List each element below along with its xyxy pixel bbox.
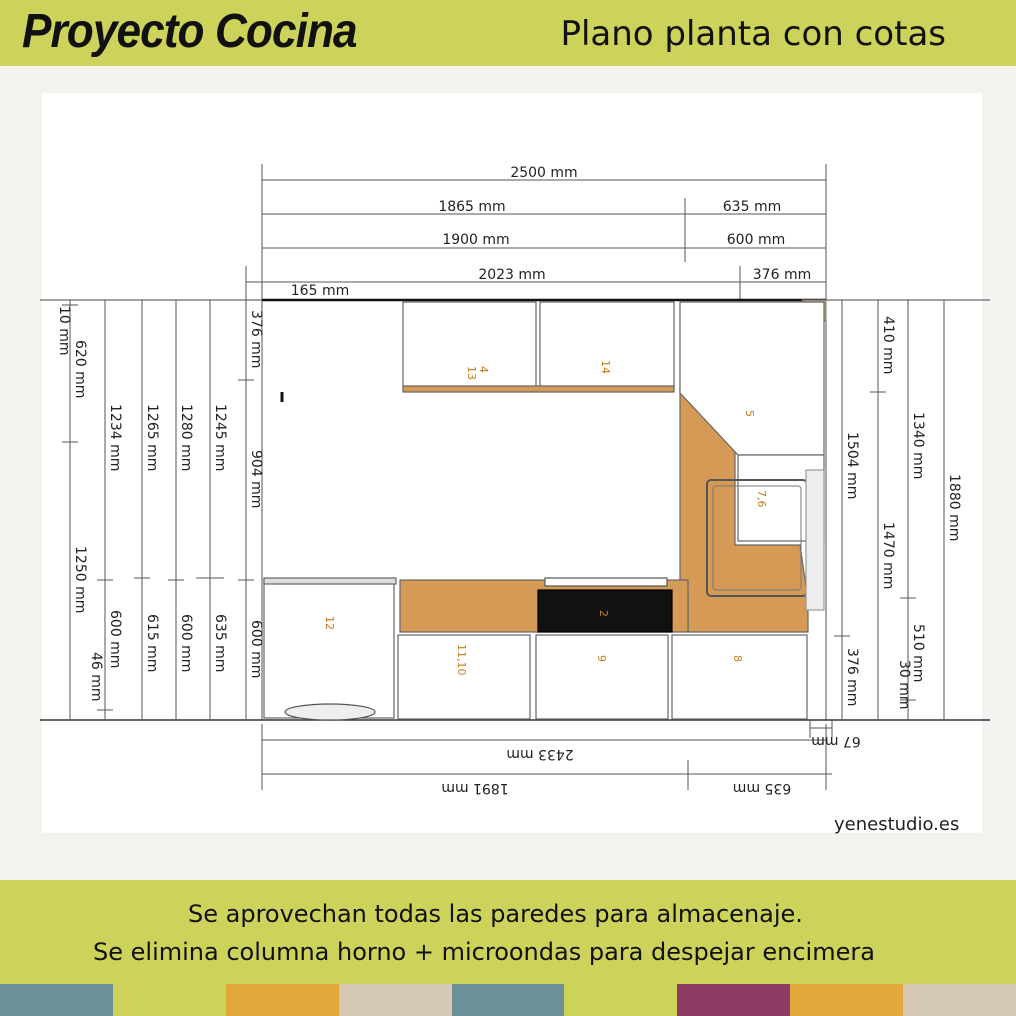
dim-upper-left: 1865 mm — [438, 199, 506, 215]
swatch — [0, 984, 113, 1016]
dim-right-t1: 1340 mm — [910, 412, 926, 480]
dim-left-f3: 600 mm — [248, 620, 264, 679]
caption-line-2: Se elimina columna horno + microondas para despejar encimera — [93, 938, 875, 966]
dim-upper-right: 635 mm — [722, 199, 782, 215]
dim-lower-right: 376 mm — [752, 267, 812, 283]
dim-bottom-left: 1891 mm — [441, 780, 509, 796]
page-title: Proyecto Cocina — [22, 5, 357, 58]
module-7-6: 7,6 — [755, 490, 768, 508]
swatch — [452, 984, 565, 1016]
credit-text: yenestudio.es — [834, 814, 960, 835]
footer-band — [0, 880, 1016, 984]
dim-lower-main: 2023 mm — [478, 267, 546, 283]
dim-mid-right: 600 mm — [726, 232, 786, 248]
swatch — [339, 984, 452, 1016]
swatch — [564, 984, 677, 1016]
module-4: 4 — [477, 366, 490, 373]
dim-left-e1: 1245 mm — [212, 404, 228, 472]
dim-left-f1: 376 mm — [248, 310, 264, 369]
dim-left-d2: 600 mm — [178, 614, 194, 673]
caption-line-1: Se aprovechan todas las paredes para almacenaje. — [188, 900, 803, 928]
dim-right-r3: 376 mm — [844, 648, 860, 707]
module-8: 8 — [731, 655, 744, 662]
dim-left-c1: 1265 mm — [144, 404, 160, 472]
dim-right-r2: 1504 mm — [844, 432, 860, 500]
dim-mid-left: 1900 mm — [442, 232, 510, 248]
module-9: 9 — [595, 655, 608, 662]
dim-right-s1: 1470 mm — [880, 522, 896, 590]
dim-left-c2: 615 mm — [144, 614, 160, 673]
dim-right-r1: 410 mm — [880, 316, 896, 375]
dim-left-a3: 1250 mm — [72, 546, 88, 614]
swatch — [903, 984, 1016, 1016]
dim-total-top: 2500 mm — [510, 165, 578, 181]
dim-left-a2: 620 mm — [72, 340, 88, 399]
dim-right-t2: 510 mm — [910, 624, 926, 683]
swatch — [226, 984, 339, 1016]
dim-left-e2: 635 mm — [212, 614, 228, 673]
module-2: 2 — [597, 610, 610, 617]
dim-right-u1: 1880 mm — [946, 474, 962, 542]
module-14: 14 — [599, 360, 612, 374]
dim-left-f2: 904 mm — [248, 450, 264, 509]
swatch — [790, 984, 903, 1016]
dim-lower-offset: 165 mm — [290, 283, 350, 299]
dim-left-b2: 600 mm — [107, 610, 123, 669]
dim-bottom-right: 635 mm — [732, 780, 792, 796]
swatch — [113, 984, 226, 1016]
module-11-10: 11,10 — [455, 644, 468, 676]
dim-bottom-gap: 67 mm — [811, 733, 861, 749]
module-5: 5 — [743, 410, 756, 417]
dim-left-d1: 1280 mm — [178, 404, 194, 472]
dim-bottom-total: 2433 mm — [506, 746, 574, 762]
module-12: 12 — [323, 616, 336, 630]
swatch — [677, 984, 790, 1016]
dim-right-t3: 30 mm — [896, 660, 912, 710]
dim-left-a1: 10 mm — [56, 306, 72, 356]
page-subtitle: Plano planta con cotas — [560, 14, 946, 54]
module-13: 13 — [465, 366, 478, 380]
dim-left-b3: 46 mm — [88, 652, 104, 702]
dim-left-b1: 1234 mm — [107, 404, 123, 472]
color-strip — [0, 984, 1016, 1016]
